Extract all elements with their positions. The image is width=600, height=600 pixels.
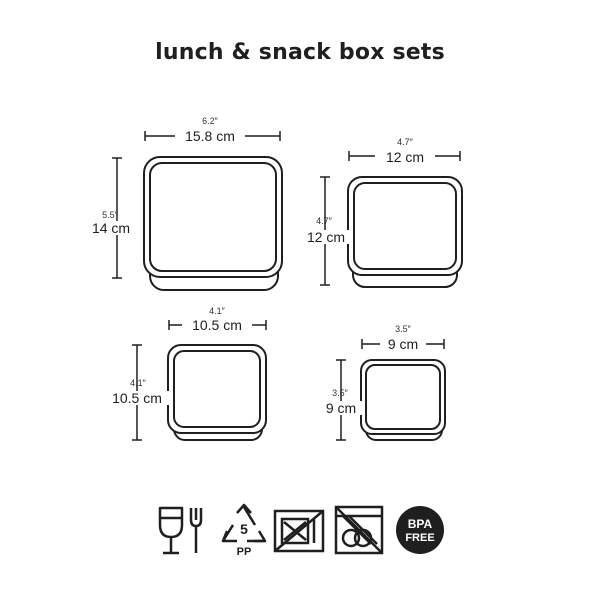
box-1-height-cm: 14 cm	[84, 221, 138, 235]
bpa-free-icon	[395, 505, 445, 555]
no-dishwasher-icon	[333, 504, 385, 556]
box-4-height-inches: 3.5″	[332, 388, 348, 398]
box-4-height-cm: 9 cm	[318, 401, 364, 415]
recycle-number: 5	[240, 521, 248, 537]
box-2-width-inches: 4.7″	[397, 137, 413, 147]
box-1-width-inches: 6.2″	[202, 116, 218, 126]
page-title: lunch & snack box sets	[155, 40, 445, 65]
recycle-pp-icon	[215, 503, 273, 559]
box-4-width-inches: 3.5″	[395, 324, 411, 334]
box-2-height-cm: 12 cm	[300, 230, 352, 244]
recycle-material: PP	[236, 546, 252, 558]
box-3-width-inches: 4.1″	[209, 306, 225, 316]
bpa-free-line1: BPA	[407, 517, 433, 531]
box-2-lid	[348, 177, 462, 275]
box-2-width-cm: 12 cm	[375, 150, 435, 164]
bpa-free-line2: FREE	[405, 532, 435, 544]
box-3-lid	[168, 345, 266, 433]
box-3-height-cm: 10.5 cm	[104, 391, 170, 405]
box-2-height-inches: 4.7″	[316, 216, 332, 226]
food-safe-icon	[155, 505, 211, 559]
box-1-height-inches: 5.5″	[102, 210, 118, 220]
box-4-width-cm: 9 cm	[380, 337, 426, 351]
box-1-width-cm: 15.8 cm	[175, 129, 245, 143]
box-3-width-cm: 10.5 cm	[182, 318, 252, 332]
no-microwave-icon	[272, 508, 326, 554]
box-1-lid	[144, 157, 282, 277]
box-4-lid	[361, 360, 445, 434]
box-3-height-inches: 4.1″	[130, 378, 146, 388]
